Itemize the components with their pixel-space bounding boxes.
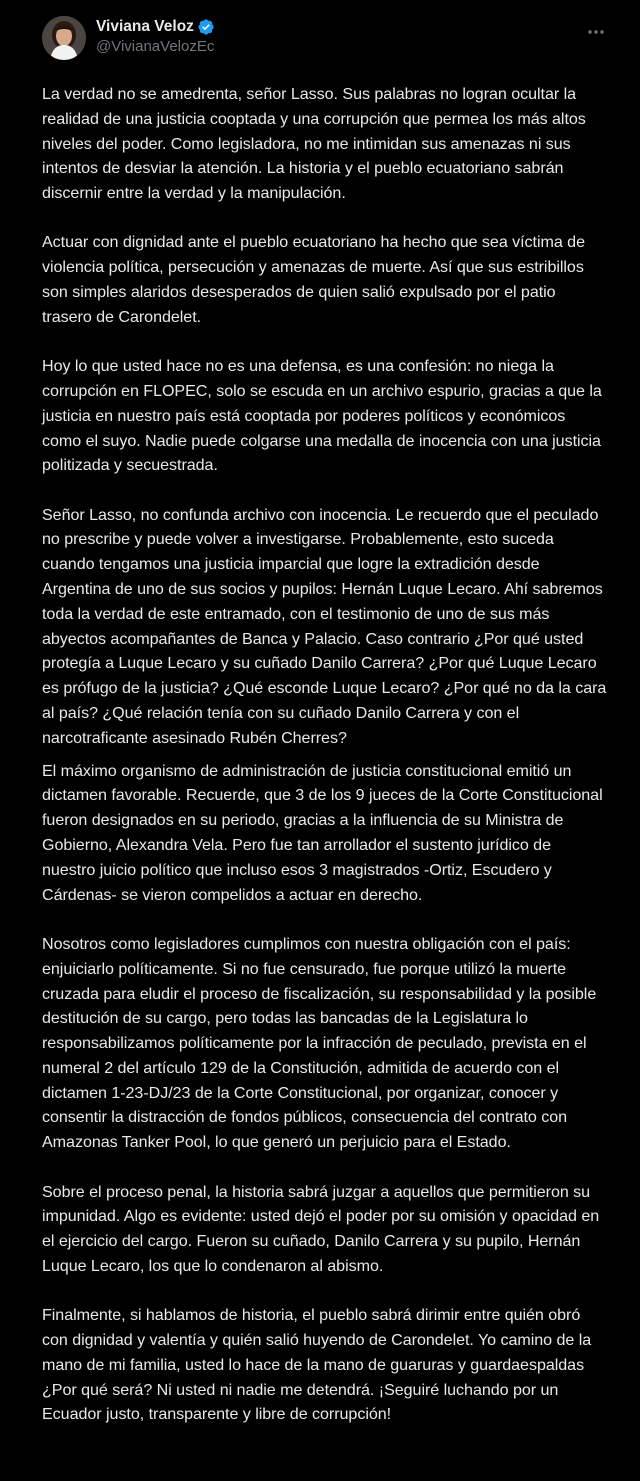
author-info (96, 17, 215, 57)
paragraph-4: Señor Lasso, no confunda archivo con inocencia. Le recuerdo que el peculado no prescribe y puede volver a investigarse. Probablemente, esto suceda cuando tengamos una justicia imparcial que logre la extradición desde Argentina de uno de sus socios y pupilos: Hernán Luque Lecaro. Ahí sabremos toda la verdad de este entramado, con el testimonio de uno de sus más abyectos acompañantes de Banca y Palacio. Caso contrario ¿Por qué usted protegía a Luque Lecaro y su cuñado Danilo Carrera? ¿Por qué Luque Lecaro es prófugo de la justicia? ¿Qué esconde Luque Lecaro? ¿Por qué no da la cara al país? ¿Qué relación tenía con su cuñado Danilo Carrera y con el narcotraficante asesinado Rubén Cherres? (42, 505, 607, 747)
name-row (96, 17, 215, 37)
handle[interactable]: @VivianaVelozEc (96, 38, 215, 55)
verified-badge-icon (197, 18, 215, 36)
paragraph-7: Sobre el proceso penal, la historia sabrá juzgar a aquellos que permitieron su impunidad. Algo es evidente: usted dejó el poder por su omisión y opacidad en el ejercicio del cargo. Fueron su cuñado, Danilo Carrera y su pupilo, Hernán Luque Lecaro, los que lo condenaron al abismo. (42, 1182, 600, 1275)
paragraph-5: El máximo organismo de administración de justicia constitucional emitió un dictamen favorable. Recuerde, que 3 de los 9 jueces de la Corte Constitucional fueron designados en su periodo, gracias a la influencia de su Ministra de Gobierno, Alexandra Vela. Pero fue tan arrollador el sustento jurídico de nuestro juicio político que incluso esos 3 magistrados -Ortiz, Escudero y Cárdenas- se vieron compelidos a actuar en derecho. (42, 761, 603, 904)
more-options-icon[interactable] (584, 22, 608, 42)
tweet-header (16, 12, 624, 64)
paragraph-1: La verdad no se amedrenta, señor Lasso. Sus palabras no logran ocultar la realidad de una justicia cooptada y una corrupción que permea los más altos niveles del poder. Como legisladora, no me intimidan sus amenazas ni sus intentos de desviar la atención. La historia y el pueblo ecuatoriano sabrán discernir entre la verdad y la manipulación. (42, 85, 586, 203)
display-name[interactable]: Viviana Veloz (96, 18, 194, 35)
paragraph-6: Nosotros como legisladores cumplimos con nuestra obligación con el país: enjuiciarlo políticamente. Si no fue censurado, fue porque utilizó la muerte cruzada para eludir el proceso de fiscalización, su responsabilidad y la posible destitución de su cargo, pero todas las bancadas de la Legislatura lo responsabilizamos políticamente por la infracción de peculado, prevista en el numeral 2 del artículo 129 de la Constitución, admitida de acuerdo con el dictamen 1-23-DJ/23 de la Corte Constitucional, por organizar, conocer y consentir la distracción de fondos públicos, consecuencia del contrato con Amazonas Tanker Pool, lo que generó un perjuicio para el Estado. (42, 934, 597, 1152)
avatar[interactable] (42, 16, 86, 60)
profile-photo (42, 16, 86, 60)
tweet-text (16, 82, 624, 1427)
paragraph-2: Actuar con dignidad ante el pueblo ecuatoriano ha hecho que sea víctima de violencia política, persecución y amenazas de muerte. Así que sus estribillos son simples alaridos desesperados de quien salió expulsado por el patio trasero de Carondelet. (42, 233, 585, 326)
paragraph-3: Hoy lo que usted hace no es una defensa, es una confesión: no niega la corrupción en FLOPEC, solo se escuda en un archivo espurio, gracias a que la justicia en nuestro país está cooptada por poderes políticos y económicos como el suyo. Nadie puede colgarse una medalla de inocencia con una justicia politizada y secuestrada. (42, 357, 602, 475)
paragraph-8: Finalmente, si hablamos de historia, el pueblo sabrá dirimir entre quién obró con dignidad y valentía y quién salió huyendo de Carondelet. Yo camino de la mano de mi familia, usted lo hace de la mano de guaruras y guardaespaldas ¿Por qué será? Ni usted ni nadie me detendrá. ¡Seguiré luchando por un Ecuador justo, transparente y libre de corrupción! (42, 1306, 592, 1424)
